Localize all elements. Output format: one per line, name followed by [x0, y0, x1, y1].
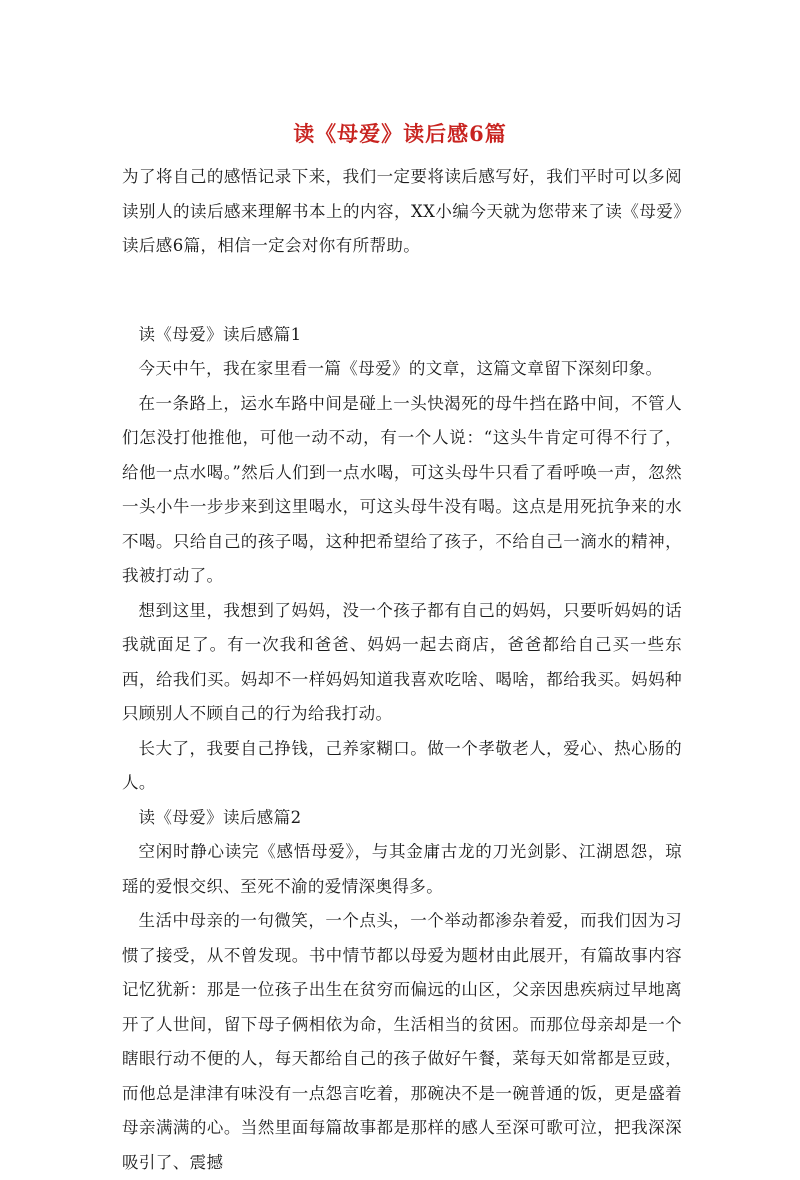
section-1-paragraph: 长大了，我要自己挣钱，己养家糊口。做一个孝敬老人，爱心、热心肠的人。: [122, 738, 682, 792]
intro-paragraph: 为了将自己的感悟记录下来，我们一定要将读后感写好，我们平时可以多阅读别人的读后感来理解书本上的内容，XX小编今天就为您带来了读《母爱》读后感6篇，相信一定会对你有所帮助。: [122, 167, 682, 255]
section-2-heading: 读《母爱》读后感篇2: [138, 807, 302, 827]
section-2-paragraph: 空闲时静心读完《感悟母爱》，与其金庸古龙的刀光剑影、江湖恩怨，琼瑶的爱恨交织、至死不渝的爱情深奥得多。: [122, 842, 682, 896]
section-gap: [122, 264, 682, 318]
document-title: 读《母爱》读后感6篇: [293, 121, 507, 146]
section-1-paragraph: 在一条路上，运水车路中间是碰上一头快渴死的母牛挡在路中间，不管人们怎没打他推他，可他一动不动，有一个人说：“这头牛肯定可得不行了，给他一点水喝。”然后人们到一点水喝，可这头母牛只看了看呼唤一声，忽然一头小牛一步步来到这里喝水，可这头母牛没有喝。这点是用死抗争来的水不喝。只给自己的孩子喝，这种把希望给了孩子，不给自己一滴水的精神，我被打动了。: [122, 393, 682, 585]
section-1-paragraph: 今天中午，我在家里看一篇《母爱》的文章，这篇文章留下深刻印象。: [138, 359, 663, 378]
document-body: [122, 160, 682, 1180]
section-1-paragraph: 想到这里，我想到了妈妈，没一个孩子都有自己的妈妈，只要听妈妈的话我就面足了。有一次我和爸爸、妈妈一起去商店，爸爸都给自己买一些东西，给我们买。妈却不一样妈妈知道我喜欢吃啥、喝啥，都给我买。妈妈种只顾别人不顾自己的行为给我打动。: [122, 600, 682, 723]
section-2-paragraph: 生活中母亲的一句微笑，一个点头，一个举动都渗杂着爱，而我们因为习惯了接受，从不曾发现。书中情节都以母爱为题材由此展开，有篇故事内容记忆犹新：那是一位孩子出生在贫穷而偏远的山区，父亲因患疾病过早地离开了人世间，留下母子俩相依为命，生活相当的贫困。而那位母亲却是一个瞎眼行动不便的人，每天都给自己的孩子做好午餐，菜每天如常都是豆豉，而他总是津津有味没有一点怨言吃着，那碗决不是一碗普通的饭，更是盛着母亲满满的心。当然里面每篇故事都是那样的感人至深可歌可泣，把我深深吸引了、震撼: [122, 911, 682, 1172]
section-1-heading: 读《母爱》读后感篇1: [138, 324, 302, 344]
